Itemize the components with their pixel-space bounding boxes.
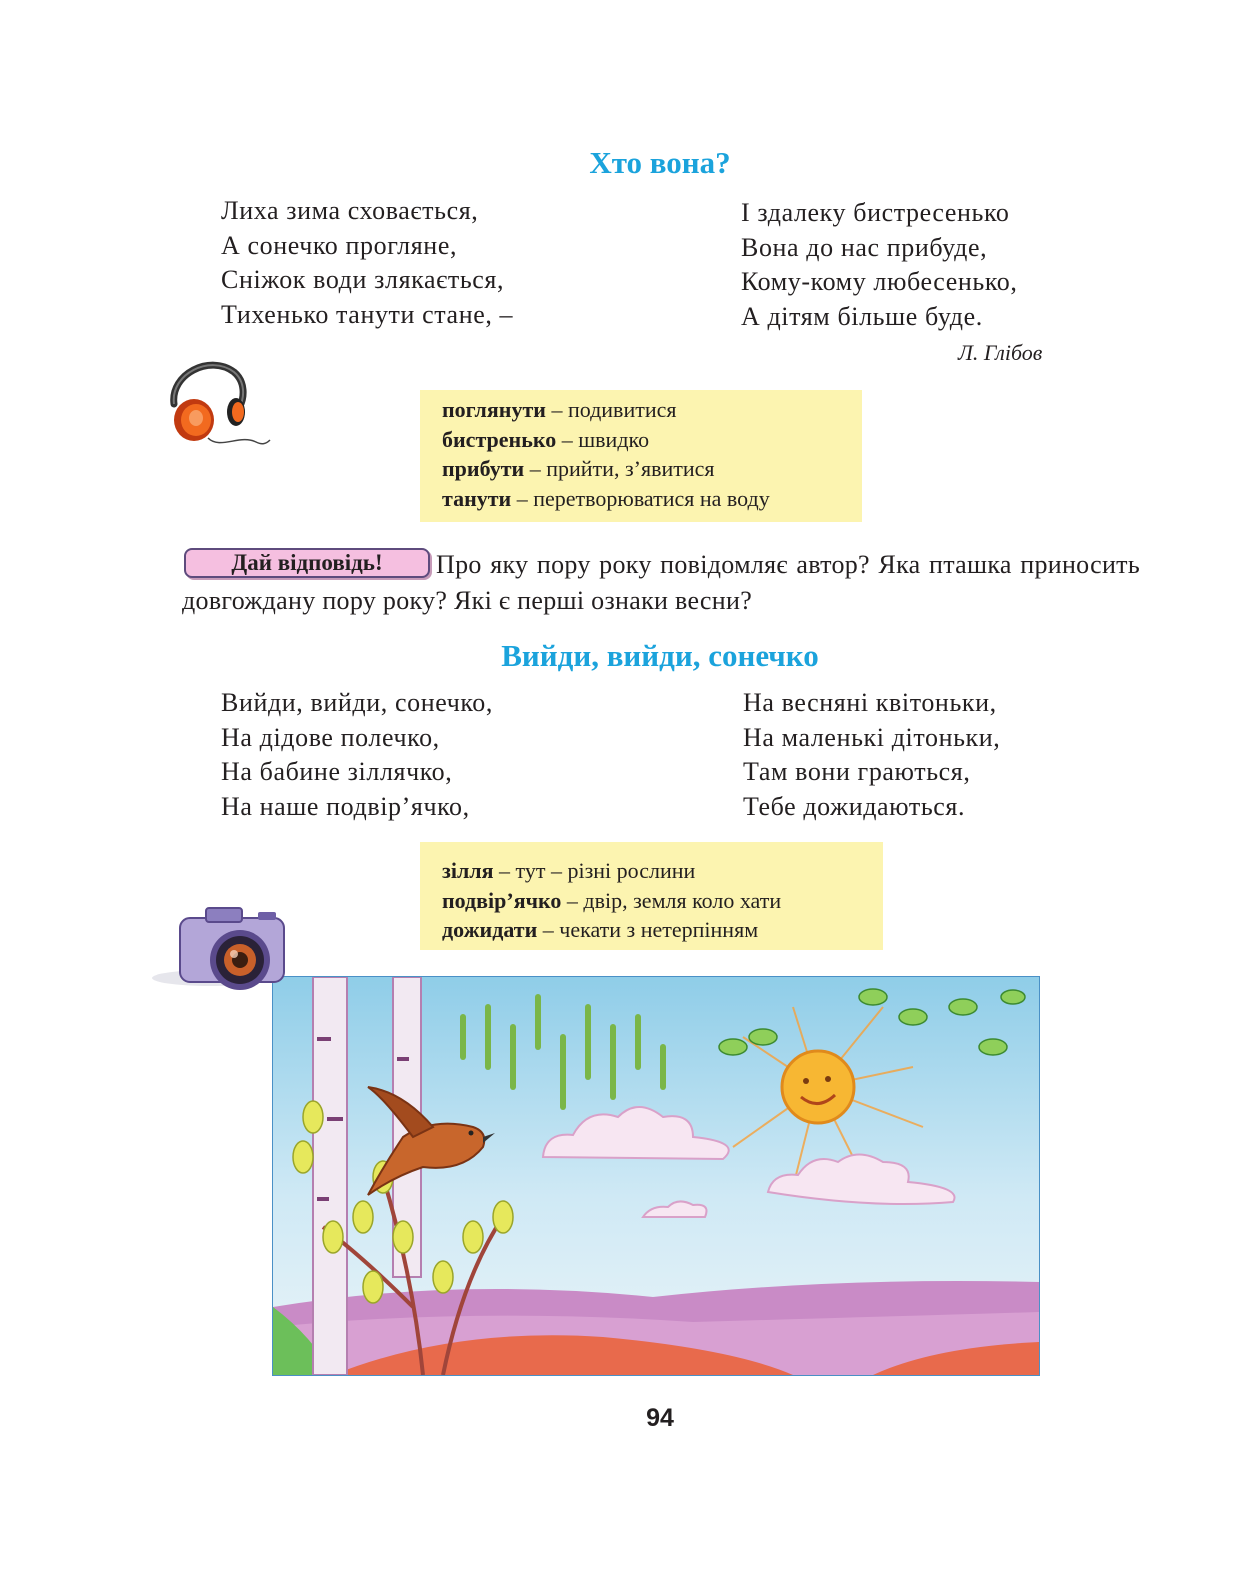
poem-line: Вийди, вийди, сонечко,: [221, 688, 493, 717]
camera-icon[interactable]: [150, 900, 290, 1002]
glossary-definition: – подивитися: [545, 397, 677, 422]
poem-line: На весняні квітоньки,: [743, 688, 997, 717]
poem1-left-stanza: [221, 194, 513, 332]
glossary-term: дожидати: [442, 917, 538, 942]
poem-line: А дітям більше буде.: [741, 301, 983, 331]
poem2-right-stanza: [743, 686, 1000, 824]
glossary-term: поглянути: [442, 397, 546, 422]
glossary-term: танути: [442, 485, 512, 511]
glossary-definition: – прийти, з’явитися: [524, 456, 715, 481]
glossary-definition: – тут – різні рослини: [493, 858, 696, 883]
poem-line: На маленькі дітоньки,: [743, 722, 1001, 752]
poem-line: Сніжок води злякається,: [221, 265, 505, 294]
glossary-definition: – швидко: [556, 426, 650, 452]
poem-line: На бабине зіллячко,: [221, 757, 453, 786]
glossary-term: подвір’ячко: [442, 887, 562, 913]
poem2-left-stanza: [221, 686, 493, 824]
glossary-definition: – перетворюватися на воду: [511, 485, 770, 511]
glossary-entry: [442, 484, 862, 514]
answer-badge: Дай відповідь!: [184, 548, 430, 578]
headphones-icon[interactable]: [160, 354, 272, 454]
page-number: 94: [646, 1404, 674, 1432]
glossary-entry: [442, 856, 883, 886]
poem1-right-stanza: [741, 196, 1018, 334]
glossary-entry: [442, 425, 862, 455]
poem-line: На дідове полечко,: [221, 722, 440, 752]
poem-author: Л. Глібов: [958, 340, 1043, 365]
sun-shape: [782, 1051, 854, 1123]
glossary-term: бистренько: [442, 426, 557, 452]
poem-line: Лиха зима сховається,: [221, 196, 479, 225]
poem-line: Вона до нас прибуде,: [741, 232, 988, 262]
poem-line: І здалеку бистресенько: [741, 198, 1010, 227]
poem-line: Тихенько танути стане, –: [221, 299, 514, 329]
spring-illustration: [272, 976, 1040, 1376]
question-body: Про яку пору року повідомляє автор? Яка пташка приносить довгождану пору року? Які є перші ознаки весни?: [182, 550, 1140, 615]
glossary-box: [420, 842, 883, 950]
poem2-title: Вийди, вийди, сонечко: [501, 638, 819, 673]
glossary-term: прибути: [442, 456, 525, 481]
glossary-entry: [442, 915, 883, 945]
poem-line: Там вони граються,: [743, 757, 971, 786]
glossary-entry: [442, 454, 862, 484]
poem-line: Тебе дожидаються.: [743, 791, 966, 821]
glossary-box: [420, 390, 862, 522]
glossary-entry: [442, 395, 862, 425]
glossary-definition: – двір, земля коло хати: [561, 887, 782, 913]
poem-line: На наше подвір’ячко,: [221, 791, 470, 821]
poem1-title: Хто вона?: [589, 145, 731, 180]
glossary-term: зілля: [442, 858, 494, 883]
poem-line: Кому-кому любесенько,: [741, 267, 1018, 296]
glossary-entry: [442, 886, 883, 916]
poem-line: А сонечко прогляне,: [221, 230, 458, 260]
glossary-definition: – чекати з нетерпінням: [537, 917, 759, 942]
